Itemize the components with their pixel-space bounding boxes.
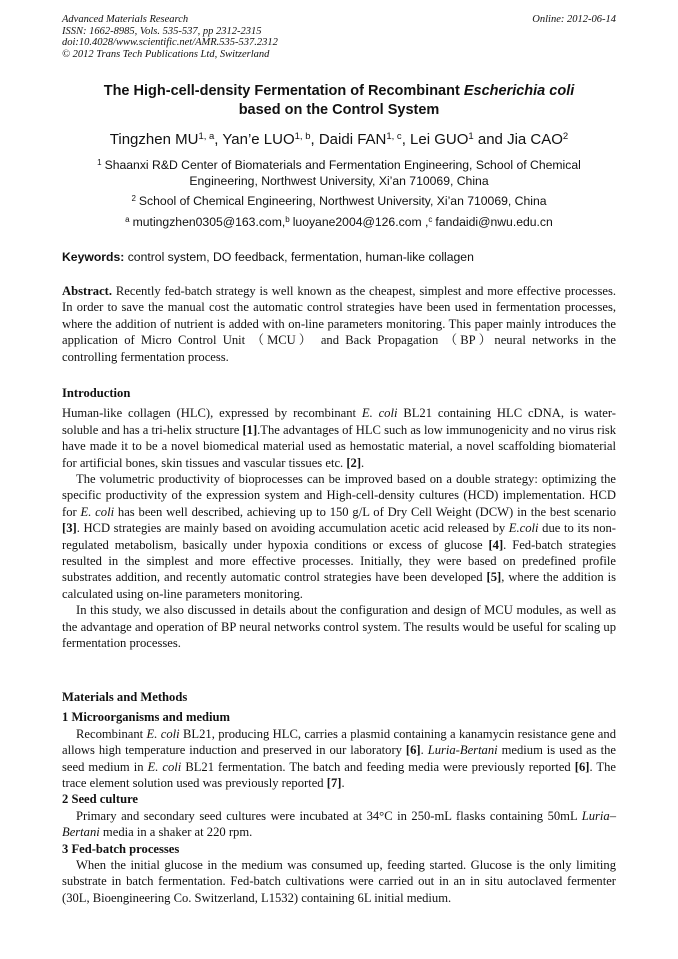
text: . [361, 455, 365, 470]
journal-metadata [62, 14, 616, 60]
reference-link[interactable]: [4] [488, 537, 504, 552]
title-italic: Escherichia coli [463, 83, 575, 99]
email-a-sup: a [125, 215, 130, 224]
email-b-link[interactable]: luoyane2004@126.com , [292, 215, 429, 229]
text: Primary and secondary seed cultures were incubated at 34°C in 250-mL flasks containing 50mL [76, 808, 582, 823]
author-name: Yan’e LUO [222, 131, 295, 148]
online-date: Online: 2012-06-14 [532, 14, 616, 25]
text: . HCD strategies are mainly based on avoiding accumulation acetic acid released by [76, 521, 509, 536]
affiliation-2-text: School of Chemical Engineering, Northwest University, Xi’an 710069, China [138, 194, 547, 208]
text: The volumetric productivity of bioprocesses can be improved based on a double strategy: optimizing the specific productivity of the expression system and High-cell-density cultures (HCD) implementation. HCD for [62, 472, 616, 519]
email-c-sup: c [428, 215, 433, 224]
text: Recombinant [76, 726, 147, 741]
author-sup: 1 [468, 131, 474, 142]
reference-link[interactable]: [6] [405, 743, 421, 758]
keywords-text: control system, DO feedback, fermentation, human-like collagen [127, 250, 474, 264]
text: BL21, producing HLC, carries a plasmid containing a kanamycin resistance gene and allows high temperature induction and preserved in our laboratory [62, 726, 616, 758]
author-list [62, 130, 616, 150]
email-c-link[interactable]: fandaidi@nwu.edu.cn [435, 215, 553, 229]
intro-paragraph-2 [62, 471, 616, 602]
introduction-heading: Introduction [62, 386, 131, 400]
text: . [420, 743, 428, 758]
author-sup: 1, b [294, 131, 311, 142]
text: Human-like collagen (HLC), expressed by recombinant [62, 406, 362, 421]
reference-link[interactable]: [2] [346, 455, 362, 470]
affiliation-1-text: Shaanxi R&D Center of Biomaterials and Fermentation Engineering, School of Chemical Engineering, Northwest University, Xi’an 710069, China [104, 158, 581, 188]
author-sup: 2 [562, 131, 569, 142]
email-list [62, 214, 616, 230]
author-sep: , [214, 131, 223, 148]
author-name: Tingzhen MU [109, 131, 199, 148]
intro-paragraph-3: In this study, we also discussed in details about the configuration and design of MCU modules, as well as the advantage and operation of BP neural networks control system. The results would be useful for scaling up fermentation processes. [62, 603, 616, 651]
title-part-2: based on the Control System [238, 102, 440, 118]
affiliation-2-sup: 2 [131, 194, 136, 203]
author-name: Daidi FAN [318, 131, 387, 148]
reference-link[interactable]: [5] [486, 570, 502, 585]
keywords [62, 249, 616, 265]
reference-link[interactable]: [3] [62, 521, 77, 536]
reference-link[interactable]: [1] [242, 422, 258, 437]
paper-title [62, 82, 616, 120]
intro-paragraph-1 [62, 405, 616, 471]
author-sup: 1, a [198, 131, 215, 142]
italic-text: E.coli [508, 521, 539, 536]
abstract [62, 283, 616, 365]
methods-section [62, 689, 616, 906]
italic-text: E. coli [146, 726, 180, 741]
text: .The advantages of HLC such as low immunogenicity and no virus risk have made it to be a novel biomedical material used as hemostatic material, a novel scaffolding biomaterial for artificial bones, skin tissues and vascular tissues etc. [62, 422, 617, 470]
doi-line: doi:10.4028/www.scientific.net/AMR.535-537.2312 [62, 37, 278, 48]
journal-name: Advanced Materials Research [62, 14, 189, 25]
italic-text: Luria-Bertani [427, 743, 498, 758]
italic-text: E. coli [361, 406, 398, 421]
subsection-1-paragraph [62, 726, 616, 792]
text: , where the addition is calculated using on-line parameters monitoring. [62, 570, 616, 601]
reference-link[interactable]: [6] [574, 759, 590, 774]
text: BL21 containing HLC cDNA, is water-soluble and has a tri-helix structure [62, 406, 617, 437]
text: media in a shaker at 220 rpm. [99, 825, 253, 840]
title-part-1: The High-cell-density Fermentation of Recombinant [103, 83, 464, 99]
text: . [341, 776, 345, 791]
abstract-label: Abstract. [62, 284, 113, 298]
italic-text: E. coli [147, 759, 182, 774]
author-name: Lei GUO [410, 131, 469, 148]
email-b-sup: b [285, 215, 290, 224]
affiliation-1 [62, 157, 616, 189]
italic-text: Luria–Bertani [62, 808, 616, 840]
affiliation-1-sup: 1 [97, 158, 102, 167]
reference-link[interactable]: [7] [326, 776, 342, 791]
introduction-section [62, 385, 616, 652]
subsection-3-paragraph: When the initial glucose in the medium was consumed up, feeding started. Glucose is the only limiting substrate in batch fermentation. Fed-batch cultivations were carried out in an in situ autoclaved fermenter (30L, Bioengineering Co. Switzerland, L1532) containing 6L initial medium. [62, 858, 616, 905]
text: BL21 fermentation. The batch and feeding media were previously reported [181, 759, 575, 774]
affiliation-2 [62, 193, 616, 209]
methods-heading: Materials and Methods [62, 690, 188, 704]
copyright-line: © 2012 Trans Tech Publications Ltd, Switzerland [62, 48, 270, 60]
author-sup: 1, c [386, 131, 402, 142]
text: medium is used as the seed medium in [62, 743, 616, 774]
email-a-link[interactable]: mutingzhen0305@163.com, [132, 215, 286, 229]
abstract-text: Recently fed-batch strategy is well known as the cheapest, simplest and more effective processes. In order to save the manual cost the automatic control strategies have been used in fermentation processes, where the addition of nutrient is added with on-line parameters monitoring. This paper mainly introduces the application of Micro Control Unit （MCU） and Back Propagation （BP）neural networks in the controlling fermentation process. [62, 284, 616, 364]
text: . Fed-batch strategies resulted in the simplest and more effective processes. Initially, they were based on predefined profile substrates addition, and recently automatic control strategies have been developed [62, 537, 616, 585]
subsection-2-paragraph [62, 808, 616, 841]
author-sep: , [401, 131, 411, 148]
text: due to its non-regulated metabolism, basically under hypoxia conditions or excess of glucose [62, 521, 616, 552]
keywords-label: Keywords: [62, 250, 125, 264]
author-sep: , [310, 131, 319, 148]
author-name: Jia CAO [507, 131, 563, 148]
author-sep: and [473, 131, 508, 148]
text: has been well described, achieving up to 150 g/L of Dry Cell Weight (DCW) in the best scenario [114, 504, 616, 519]
issn-line: ISSN: 1662-8985, Vols. 535-537, pp 2312-2315 [62, 25, 262, 37]
italic-text: E. coli [80, 504, 115, 519]
subsection-2-heading: 2 Seed culture [62, 792, 139, 807]
subsection-3-heading: 3 Fed-batch processes [62, 841, 180, 856]
subsection-1-heading: 1 Microorganisms and medium [62, 710, 231, 725]
text: . The trace element solution used was previously reported [62, 759, 616, 791]
